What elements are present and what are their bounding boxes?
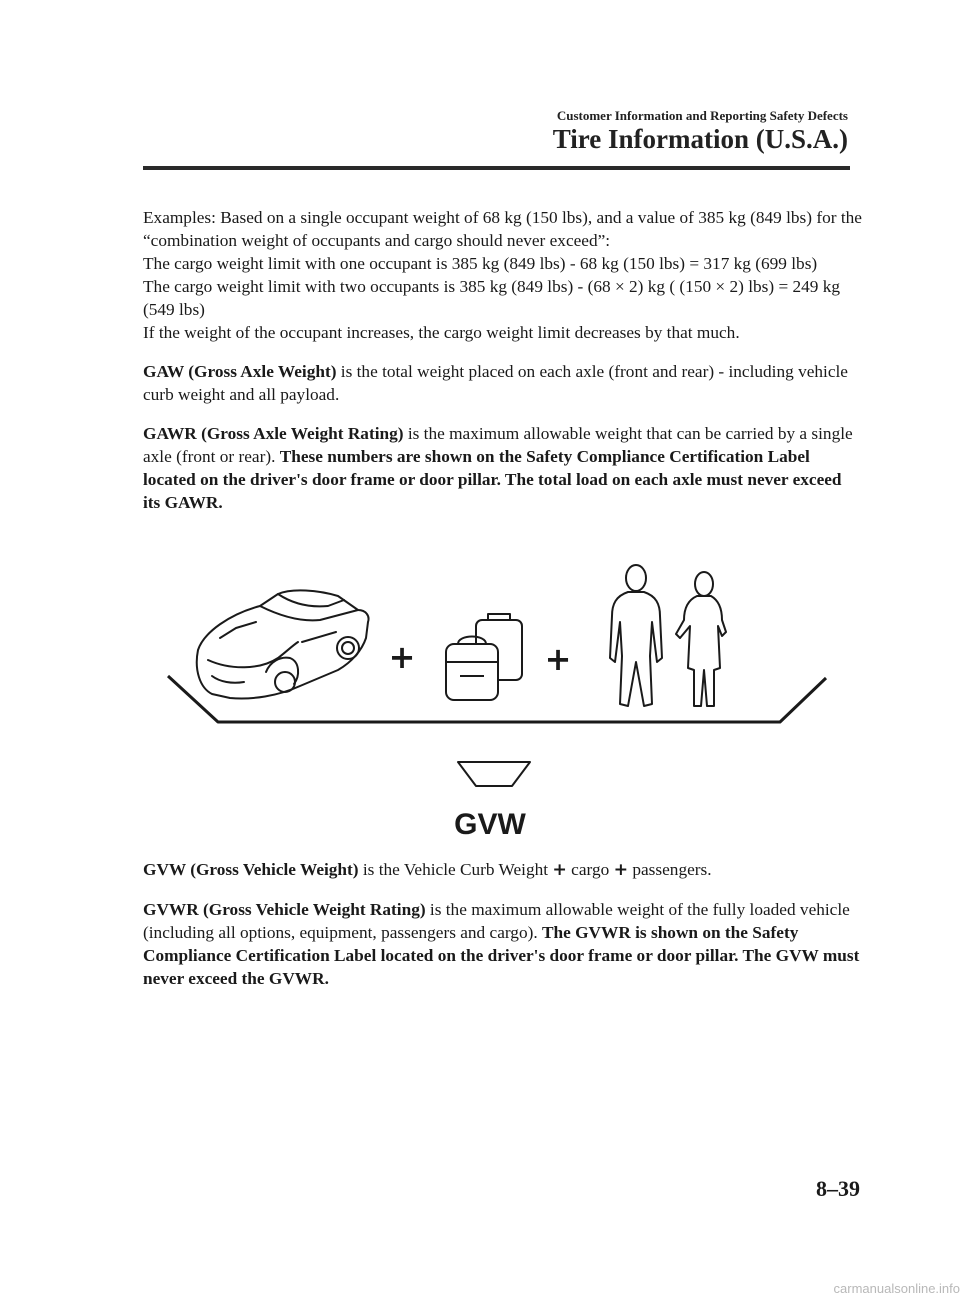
gawr-text: is the maximum allowable weight that can be carried by a single axle (front or rear). — [143, 424, 853, 466]
man-silhouette — [610, 565, 662, 706]
gvw-text: cargo — [566, 860, 614, 879]
gvw-paragraph — [143, 858, 863, 882]
gawr-term: GAWR (Gross Axle Weight Rating) — [143, 424, 404, 443]
example-paragraph: Examples: Based on a single occupant weight of 68 kg (150 lbs), and a value of 385 kg (849 lbs) for the “combination weight of occupants and cargo should never exceed”: — [143, 208, 862, 250]
gvw-illustration — [160, 558, 840, 844]
plus-icon: + — [552, 860, 567, 880]
footer-watermark: carmanualsonline.info — [833, 1281, 960, 1296]
down-arrow-icon — [458, 762, 530, 786]
car-illustration — [197, 590, 369, 698]
gvw-term: GVW (Gross Vehicle Weight) — [143, 860, 359, 879]
page-number: 8–39 — [816, 1176, 860, 1201]
examples-section — [143, 206, 863, 514]
gaw-term: GAW (Gross Axle Weight) — [143, 362, 337, 381]
gaw-paragraph — [143, 360, 863, 406]
gvw-section — [143, 858, 863, 990]
plus-icon: + — [613, 860, 629, 880]
header-rule — [143, 166, 850, 170]
page-title: Tire Information (U.S.A.) — [552, 124, 848, 154]
gvw-text: is the Vehicle Curb Weight — [358, 860, 553, 879]
example-paragraph: The cargo weight limit with two occupants is 385 kg (849 lbs) - (68 × 2) kg ( (150 × 2) lbs) = 249 kg (549 lbs) — [143, 277, 841, 319]
gvwr-text: is the maximum allowable weight of the fully loaded vehicle (including all options, equipment, passengers and cargo). — [143, 900, 850, 942]
gawr-bold-note: These numbers are shown on the Safety Compliance Certification Label located on the driver's door frame or door pillar. The total load on each axle must never exceed its GAWR. — [143, 447, 842, 512]
gaw-text: is the total weight placed on each axle (front and rear) - including vehicle curb weight and all payload. — [143, 362, 848, 404]
example-paragraph: The cargo weight limit with one occupant is 385 kg (849 lbs) - 68 kg (150 lbs) = 317 kg (699 lbs) — [143, 254, 818, 273]
gvwr-paragraph — [143, 898, 863, 990]
example-paragraph: If the weight of the occupant increases, the cargo weight limit decreases by that much. — [143, 323, 740, 342]
gvwr-term: GVWR (Gross Vehicle Weight Rating) — [143, 900, 426, 919]
luggage-illustration — [446, 614, 522, 700]
section-header: Customer Information and Reporting Safety Defects — [556, 108, 848, 123]
gvw-label: GVW — [454, 808, 526, 841]
gawr-paragraph — [143, 422, 863, 514]
plus-sign: + — [388, 638, 416, 676]
woman-silhouette — [676, 572, 726, 706]
gvwr-bold-note: The GVWR is shown on the Safety Compliance Certification Label located on the driver's door frame or door pillar. The GVW must never exceed the GVWR. — [143, 923, 860, 988]
plus-sign: + — [544, 640, 572, 678]
gvw-text: passengers. — [628, 860, 712, 879]
